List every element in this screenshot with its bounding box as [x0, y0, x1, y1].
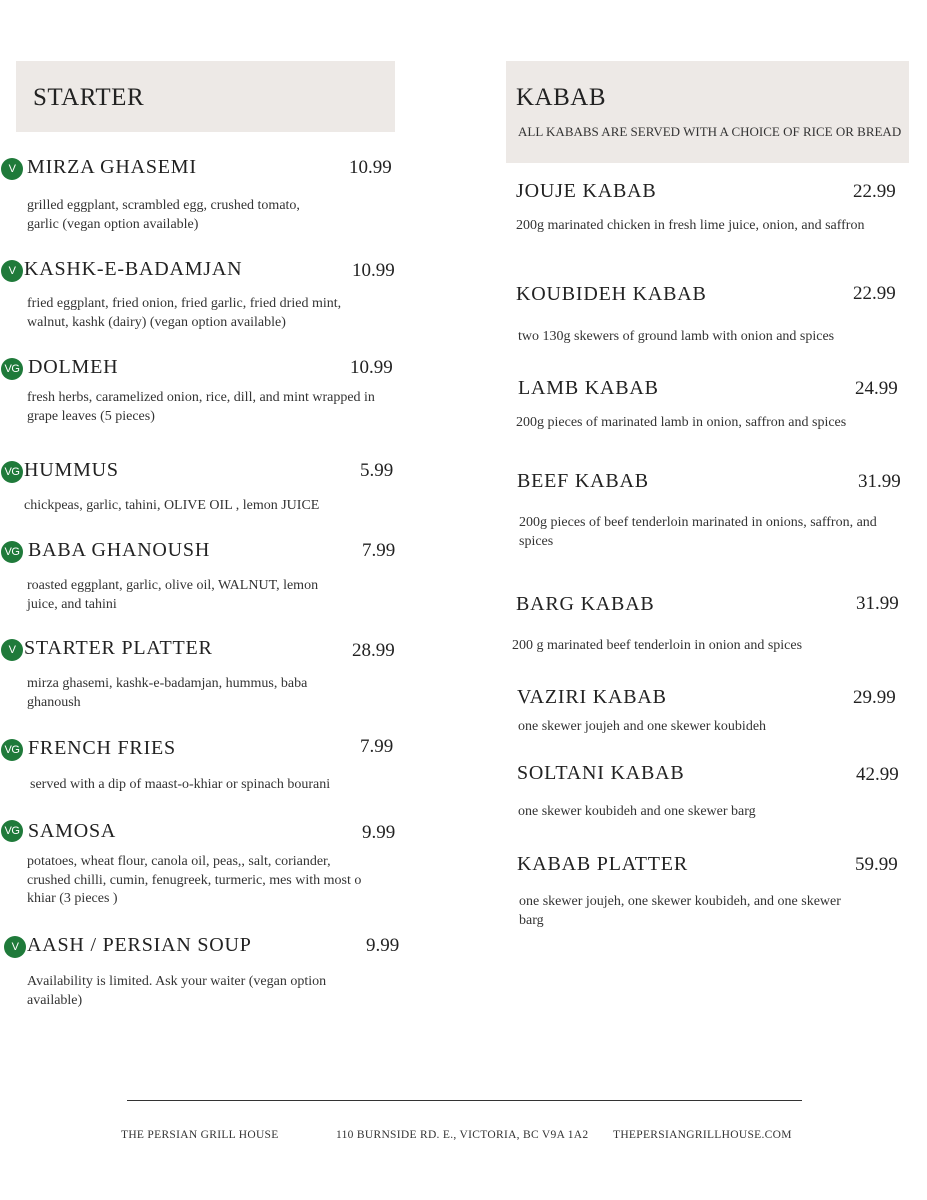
item-name: KASHK-E-BADAMJAN [24, 258, 243, 280]
item-name: MIRZA GHASEMI [27, 156, 197, 178]
item-name: HUMMUS [24, 459, 119, 481]
vegetarian-badge-icon: V [1, 158, 23, 180]
item-description: chickpeas, garlic, tahini, OLIVE OIL , lemon JUICE [24, 498, 320, 513]
item-name: BEEF KABAB [517, 470, 649, 492]
vegetarian-badge-icon: V [1, 639, 23, 661]
item-description: Availability is limited. Ask your waiter (vegan option available) [27, 974, 327, 1008]
item-name: SAMOSA [28, 820, 117, 842]
item-description: potatoes, wheat flour, canola oil, peas,, salt, coriander, crushed chilli, cumin, fenugreek, turmeric, mes with most o khiar (3 pieces ) [27, 854, 362, 906]
item-price: 22.99 [853, 283, 896, 304]
item-name: BABA GHANOUSH [28, 539, 211, 561]
item-price: 7.99 [362, 540, 396, 561]
item-price: 10.99 [350, 357, 393, 378]
item-description: two 130g skewers of ground lamb with onion and spices [518, 329, 835, 344]
item-price: 9.99 [366, 935, 400, 956]
item-price: 7.99 [360, 736, 394, 757]
item-name: KOUBIDEH KABAB [516, 283, 707, 305]
vegan-badge-icon: VG [1, 461, 23, 483]
footer-divider [127, 1100, 802, 1101]
item-description: one skewer joujeh, one skewer koubideh, and one skewer barg [519, 894, 841, 928]
starter-title: STARTER [33, 84, 145, 111]
item-description: roasted eggplant, garlic, olive oil, WALNUT, lemon juice, and tahini [27, 578, 319, 612]
item-description: 200g pieces of marinated lamb in onion, saffron and spices [516, 415, 847, 430]
item-description: 200g pieces of beef tenderloin marinated in onions, saffron, and spices [519, 515, 877, 549]
item-description: 200g marinated chicken in fresh lime juice, onion, and saffron [516, 218, 865, 233]
vegetarian-badge-icon: V [1, 260, 23, 282]
item-price: 29.99 [853, 687, 896, 708]
vegan-badge-icon: VG [1, 739, 23, 761]
item-description: one skewer koubideh and one skewer barg [518, 804, 756, 819]
vegan-badge-icon: VG [1, 820, 23, 842]
item-price: 10.99 [349, 157, 392, 178]
item-price: 28.99 [352, 640, 395, 661]
item-price: 59.99 [855, 854, 898, 875]
item-name: JOUJE KABAB [516, 180, 657, 202]
item-name: LAMB KABAB [518, 377, 659, 399]
item-description: mirza ghasemi, kashk-e-badamjan, hummus, baba ghanoush [27, 676, 308, 710]
item-name: AASH / PERSIAN SOUP [27, 934, 252, 956]
item-description: fried eggplant, fried onion, fried garlic, fried dried mint, walnut, kashk (dairy) (vegan option available) [27, 296, 342, 330]
footer-website-link[interactable]: THEPERSIANGRILLHOUSE.COM [613, 1129, 792, 1141]
item-description: grilled eggplant, scrambled egg, crushed tomato, garlic (vegan option available) [27, 198, 300, 232]
vegetarian-badge-icon: V [4, 936, 26, 958]
item-description: fresh herbs, caramelized onion, rice, dill, and mint wrapped in grape leaves (5 pieces) [27, 390, 375, 424]
footer-restaurant-name: THE PERSIAN GRILL HOUSE [121, 1129, 279, 1141]
kabab-header-box [506, 61, 909, 163]
item-name: FRENCH FRIES [28, 737, 176, 759]
kabab-title: KABAB [516, 84, 607, 111]
kabab-serving-note: ALL KABABS ARE SERVED WITH A CHOICE OF RICE OR BREAD [518, 124, 902, 139]
item-name: DOLMEH [28, 356, 119, 378]
item-price: 24.99 [855, 378, 898, 399]
footer-address: 110 BURNSIDE RD. E., VICTORIA, BC V9A 1A2 [336, 1129, 589, 1141]
item-price: 5.99 [360, 460, 394, 481]
item-name: KABAB PLATTER [517, 853, 688, 875]
item-price: 22.99 [853, 181, 896, 202]
item-price: 31.99 [858, 471, 901, 492]
item-name: SOLTANI KABAB [517, 762, 685, 784]
item-price: 9.99 [362, 822, 396, 843]
item-description: 200 g marinated beef tenderloin in onion and spices [512, 638, 803, 653]
vegan-badge-icon: VG [1, 358, 23, 380]
item-description: one skewer joujeh and one skewer koubideh [518, 719, 767, 734]
item-price: 10.99 [352, 260, 395, 281]
item-description: served with a dip of maast-o-khiar or spinach bourani [30, 777, 331, 792]
item-name: BARG KABAB [516, 593, 655, 615]
item-price: 42.99 [856, 764, 899, 785]
item-name: STARTER PLATTER [24, 637, 213, 659]
item-name: VAZIRI KABAB [517, 686, 667, 708]
vegan-badge-icon: VG [1, 541, 23, 563]
item-price: 31.99 [856, 593, 899, 614]
